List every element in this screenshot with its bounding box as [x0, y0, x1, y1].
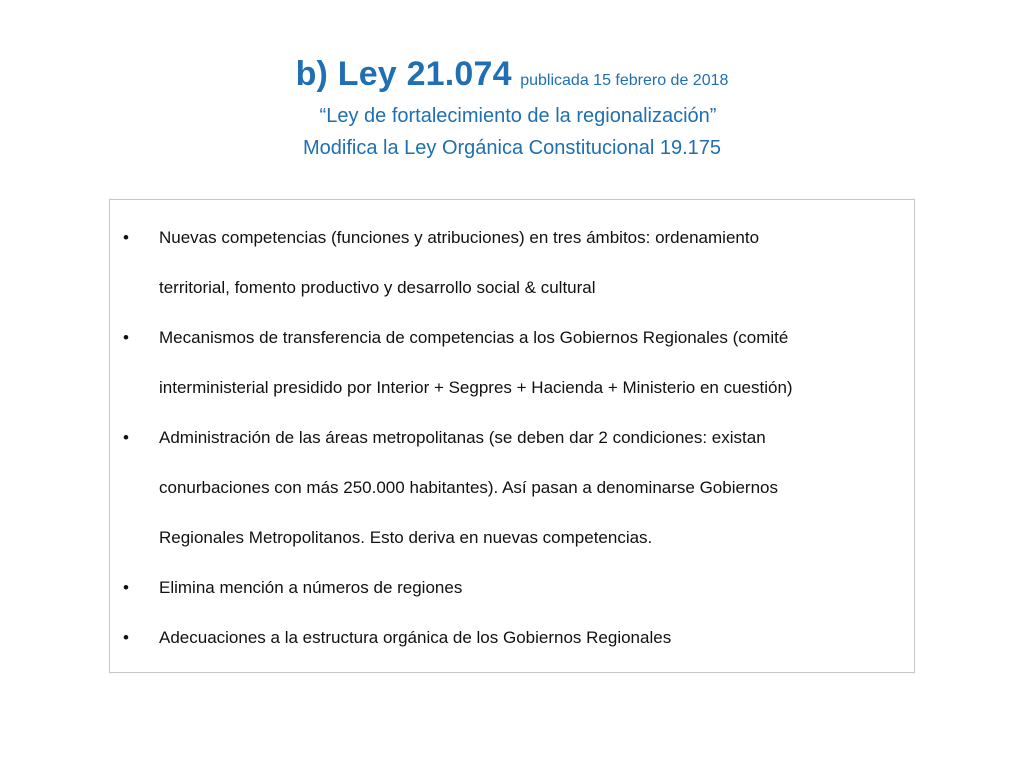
bullet-line: Nuevas competencias (funciones y atribuciones) en tres ámbitos: ordenamiento: [159, 228, 760, 247]
content-box: [109, 199, 915, 673]
bullet-line: Regionales Metropolitanos. Esto deriva en nuevas competencias.: [159, 528, 653, 547]
bullet-line: interministerial presidido por Interior + Segpres + Hacienda + Ministerio en cuestión): [159, 378, 793, 397]
title-line: [0, 52, 1024, 96]
bullet-icon: •: [123, 628, 129, 647]
bullet-line: Adecuaciones a la estructura orgánica de los Gobiernos Regionales: [159, 628, 672, 647]
bullet-item: [110, 563, 894, 613]
publication-date: publicada 15 febrero de 2018: [520, 72, 729, 89]
bullet-icon: •: [123, 228, 129, 247]
bullet-line: Elimina mención a números de regiones: [159, 578, 463, 597]
bullet-item: [110, 613, 894, 663]
bullet-icon: •: [123, 428, 129, 447]
slide-header: [0, 52, 1024, 162]
bullet-line: territorial, fomento productivo y desarrollo social & cultural: [159, 278, 596, 297]
bullet-item: [110, 413, 894, 563]
bullet-line: conurbaciones con más 250.000 habitantes). Así pasan a denominarse Gobiernos: [159, 478, 779, 497]
bullet-icon: •: [123, 328, 129, 347]
law-modification: Modifica la Ley Orgánica Constitucional 19.175: [302, 137, 722, 159]
bullet-icon: •: [123, 578, 129, 597]
slide-title: b) Ley 21.074: [295, 55, 512, 93]
bullet-item: [110, 213, 894, 313]
bullet-item: [110, 313, 894, 413]
bullet-list: [110, 200, 914, 663]
law-name: “Ley de fortalecimiento de la regionalización”: [319, 105, 717, 127]
bullet-line: Administración de las áreas metropolitanas (se deben dar 2 condiciones: existan: [159, 428, 766, 447]
bullet-line: Mecanismos de transferencia de competencias a los Gobiernos Regionales (comité: [159, 328, 789, 347]
